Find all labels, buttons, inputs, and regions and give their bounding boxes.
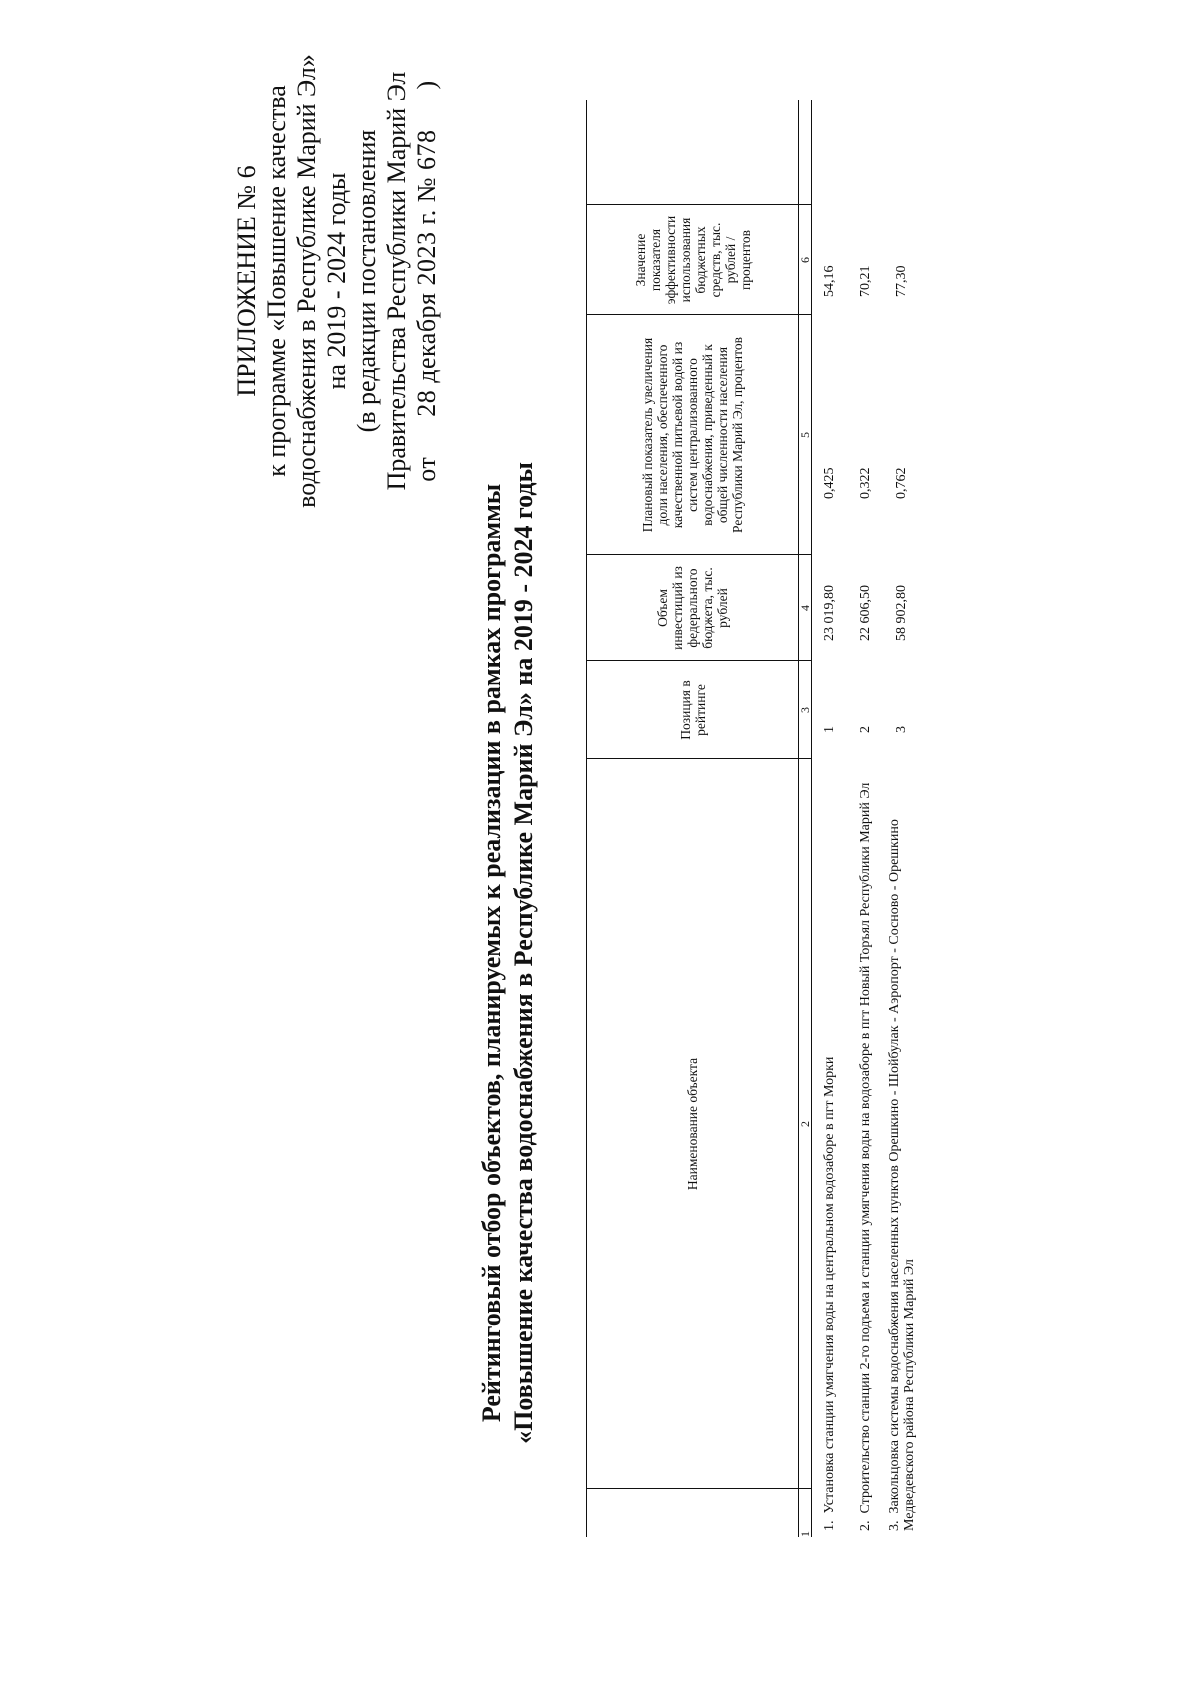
- decree-day: 28: [412, 389, 441, 417]
- object-name-cell: [812, 759, 848, 1537]
- object-name: Закольцовка системы водоснабжения населенных пунктов Орешкино - Шойбулак - Аэропорт - Сосново - Орешкино Медведевского района Республики Марий Эл: [886, 819, 917, 1531]
- header-spacer: [587, 100, 799, 205]
- appendix-title: ПРИЛОЖЕНИЕ № 6: [232, 165, 261, 397]
- header-investment: Объем инвестиций из федерального бюджета, тыс. рублей: [587, 555, 799, 661]
- decree-close-paren: ): [412, 80, 441, 90]
- spacer-cell: [884, 100, 920, 205]
- heading-line-2: «Повышение качества водоснабжения в Республике Марий Эл» на 2019 - 2024 годы: [509, 462, 538, 1444]
- spacer-cell: [812, 100, 848, 205]
- indicator-value: 0,425: [822, 467, 838, 499]
- column-number: 4: [799, 555, 812, 661]
- decree-date-line: [412, 21, 442, 541]
- investment-value: 58 902,80: [894, 585, 909, 641]
- object-name: Установка станции умягчения воды на центральном водозаборе в пгт Морки: [822, 1056, 838, 1514]
- object-name-cell: [884, 759, 920, 1537]
- row-number: 3.: [886, 1520, 902, 1531]
- objects-rating-table: [586, 100, 920, 1537]
- column-number: 1: [799, 1489, 812, 1537]
- table-row: [848, 100, 884, 1537]
- header-indicator: Плановый показатель увеличения доли населения, обеспеченного качественной питьевой водой из систем централизованного водоснабжения, приведенный к общей численности населения Республики Марий Эл, процентов: [587, 315, 799, 555]
- table-row: [812, 100, 848, 1537]
- document-heading: [476, 443, 540, 1463]
- column-number-row: [799, 100, 812, 1537]
- investment-value: 22 606,50: [858, 585, 873, 641]
- efficiency-value: 77,30: [894, 265, 909, 297]
- decree-from: от: [412, 456, 441, 482]
- rating-position: 1: [822, 726, 838, 733]
- header-efficiency: Значение показателя эффективности использования бюджетных средств, тыс. рублей / процентов: [587, 205, 799, 315]
- heading-line-1: Рейтинговый отбор объектов, планируемых к реализации в рамках программы: [477, 483, 506, 1423]
- row-number: 2.: [858, 1520, 873, 1531]
- table-header-row: [587, 100, 799, 1537]
- header-name: Наименование объекта: [587, 759, 799, 1489]
- appendix-header: [232, 21, 442, 541]
- indicator-value: 0,322: [858, 467, 873, 499]
- decree-number: 678: [412, 129, 441, 170]
- column-number: 2: [799, 759, 812, 1489]
- investment-value: 23 019,80: [822, 585, 838, 641]
- indicator-value: 0,762: [894, 467, 909, 499]
- column-spacer: [799, 100, 812, 205]
- efficiency-value: 54,16: [822, 265, 838, 297]
- appendix-line: Правительства Республики Марий Эл: [382, 71, 411, 491]
- appendix-line: водоснабжения в Республике Марий Эл»: [292, 54, 321, 508]
- header-number: [587, 1489, 799, 1537]
- table-row: [884, 100, 920, 1537]
- appendix-line: на 2019 - 2024 годы: [322, 172, 351, 390]
- efficiency-value: 70,21: [858, 265, 873, 297]
- object-name: Строительство станции 2-го подъема и станции умягчения воды на водозаборе в пгт Новый Торъял Республики Марий Эл: [858, 782, 873, 1514]
- column-number: 3: [799, 661, 812, 759]
- rating-position: 2: [858, 726, 873, 733]
- header-position: Позиция в рейтинге: [587, 661, 799, 759]
- decree-month-year: декабря 2023 г. №: [412, 176, 441, 383]
- rating-position: 3: [894, 726, 909, 733]
- row-number: 1.: [822, 1520, 838, 1531]
- column-number: 5: [799, 315, 812, 555]
- column-number: 6: [799, 205, 812, 315]
- appendix-line: к программе «Повышение качества: [262, 85, 291, 477]
- object-name-cell: [848, 759, 884, 1537]
- appendix-line: (в редакции постановления: [352, 129, 381, 433]
- spacer-cell: [848, 100, 884, 205]
